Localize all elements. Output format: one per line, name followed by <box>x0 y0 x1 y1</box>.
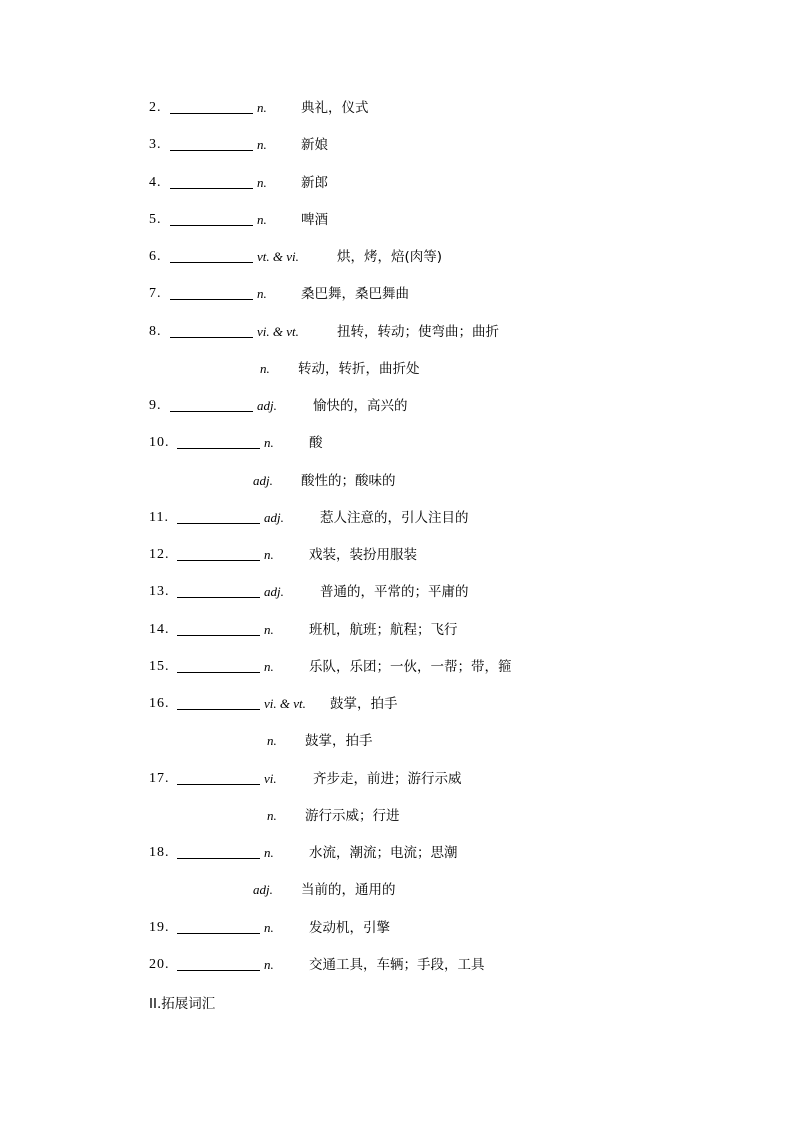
part-of-speech: n. <box>264 622 274 637</box>
answer-blank[interactable] <box>170 188 253 189</box>
definition: 游行示威；行进 <box>305 808 400 824</box>
part-of-speech: n. <box>257 137 267 152</box>
part-of-speech: adj. <box>253 473 273 488</box>
part-of-speech: n. <box>264 920 274 935</box>
definition: 酸 <box>309 435 323 451</box>
answer-blank[interactable] <box>177 933 260 934</box>
entry-number: 9. <box>149 398 162 413</box>
definition: 扭转，转动；使弯曲；曲折 <box>337 324 499 340</box>
definition: 新郎 <box>301 175 328 191</box>
entry-number: 3. <box>149 137 162 152</box>
definition: 乐队，乐团；一伙，一帮；带，箍 <box>309 659 512 675</box>
entry-number: 12. <box>149 547 170 562</box>
entry-number: 15. <box>149 659 170 674</box>
part-of-speech: n. <box>267 808 277 823</box>
definition: 桑巴舞，桑巴舞曲 <box>301 286 409 302</box>
part-of-speech: vi. & vt. <box>264 696 306 711</box>
definition: 齐步走，前进；游行示威 <box>313 771 462 787</box>
definition: 转动，转折，曲折处 <box>298 361 420 377</box>
entry-number: 19. <box>149 920 170 935</box>
definition: 啤酒 <box>301 212 328 228</box>
part-of-speech: adj. <box>253 882 273 897</box>
answer-blank[interactable] <box>170 411 253 412</box>
part-of-speech: n. <box>257 100 267 115</box>
definition: 交通工具，车辆；手段，工具 <box>309 957 485 973</box>
definition: 烘，烤，焙(肉等) <box>337 249 443 265</box>
part-of-speech: n. <box>257 175 267 190</box>
answer-blank[interactable] <box>170 113 253 114</box>
definition: 惹人注意的，引人注目的 <box>320 510 469 526</box>
part-of-speech: n. <box>264 659 274 674</box>
answer-blank[interactable] <box>170 337 253 338</box>
entry-number: 13. <box>149 584 170 599</box>
answer-blank[interactable] <box>177 597 260 598</box>
answer-blank[interactable] <box>170 225 253 226</box>
definition: 发动机，引擎 <box>309 920 390 936</box>
answer-blank[interactable] <box>177 970 260 971</box>
definition: 班机，航班；航程；飞行 <box>309 622 458 638</box>
entry-number: 16. <box>149 696 170 711</box>
part-of-speech: adj. <box>257 398 277 413</box>
part-of-speech: n. <box>264 547 274 562</box>
entry-number: 6. <box>149 249 162 264</box>
definition: 典礼，仪式 <box>301 100 369 116</box>
entry-number: 11. <box>149 510 169 525</box>
answer-blank[interactable] <box>170 150 253 151</box>
part-of-speech: adj. <box>264 584 284 599</box>
answer-blank[interactable] <box>177 448 260 449</box>
answer-blank[interactable] <box>177 784 260 785</box>
entry-number: 10. <box>149 435 170 450</box>
part-of-speech: n. <box>264 957 274 972</box>
answer-blank[interactable] <box>170 262 253 263</box>
definition: 戏装，装扮用服装 <box>309 547 417 563</box>
definition: 普通的，平常的；平庸的 <box>320 584 469 600</box>
answer-blank[interactable] <box>170 299 253 300</box>
answer-blank[interactable] <box>177 858 260 859</box>
entry-number: 4. <box>149 175 162 190</box>
definition: 水流，潮流；电流；思潮 <box>309 845 458 861</box>
answer-blank[interactable] <box>177 709 260 710</box>
part-of-speech: vi. <box>264 771 277 786</box>
entry-number: 14. <box>149 622 170 637</box>
section-heading: II.拓展词汇 <box>149 996 216 1012</box>
entry-number: 17. <box>149 771 170 786</box>
definition: 新娘 <box>301 137 328 153</box>
part-of-speech: n. <box>264 845 274 860</box>
answer-blank[interactable] <box>177 672 260 673</box>
entry-number: 8. <box>149 324 162 339</box>
definition: 当前的，通用的 <box>301 882 396 898</box>
definition: 酸性的；酸味的 <box>301 473 396 489</box>
answer-blank[interactable] <box>177 560 260 561</box>
entry-number: 18. <box>149 845 170 860</box>
part-of-speech: vi. & vt. <box>257 324 299 339</box>
part-of-speech: n. <box>267 733 277 748</box>
part-of-speech: adj. <box>264 510 284 525</box>
definition: 鼓掌，拍手 <box>330 696 398 712</box>
answer-blank[interactable] <box>177 635 260 636</box>
part-of-speech: n. <box>257 212 267 227</box>
answer-blank[interactable] <box>177 523 260 524</box>
definition: 愉快的，高兴的 <box>313 398 408 414</box>
part-of-speech: vt. & vi. <box>257 249 299 264</box>
entry-number: 2. <box>149 100 162 115</box>
entry-number: 20. <box>149 957 170 972</box>
entry-number: 5. <box>149 212 162 227</box>
part-of-speech: n. <box>260 361 270 376</box>
part-of-speech: n. <box>264 435 274 450</box>
part-of-speech: n. <box>257 286 267 301</box>
definition: 鼓掌，拍手 <box>305 733 373 749</box>
entry-number: 7. <box>149 286 162 301</box>
